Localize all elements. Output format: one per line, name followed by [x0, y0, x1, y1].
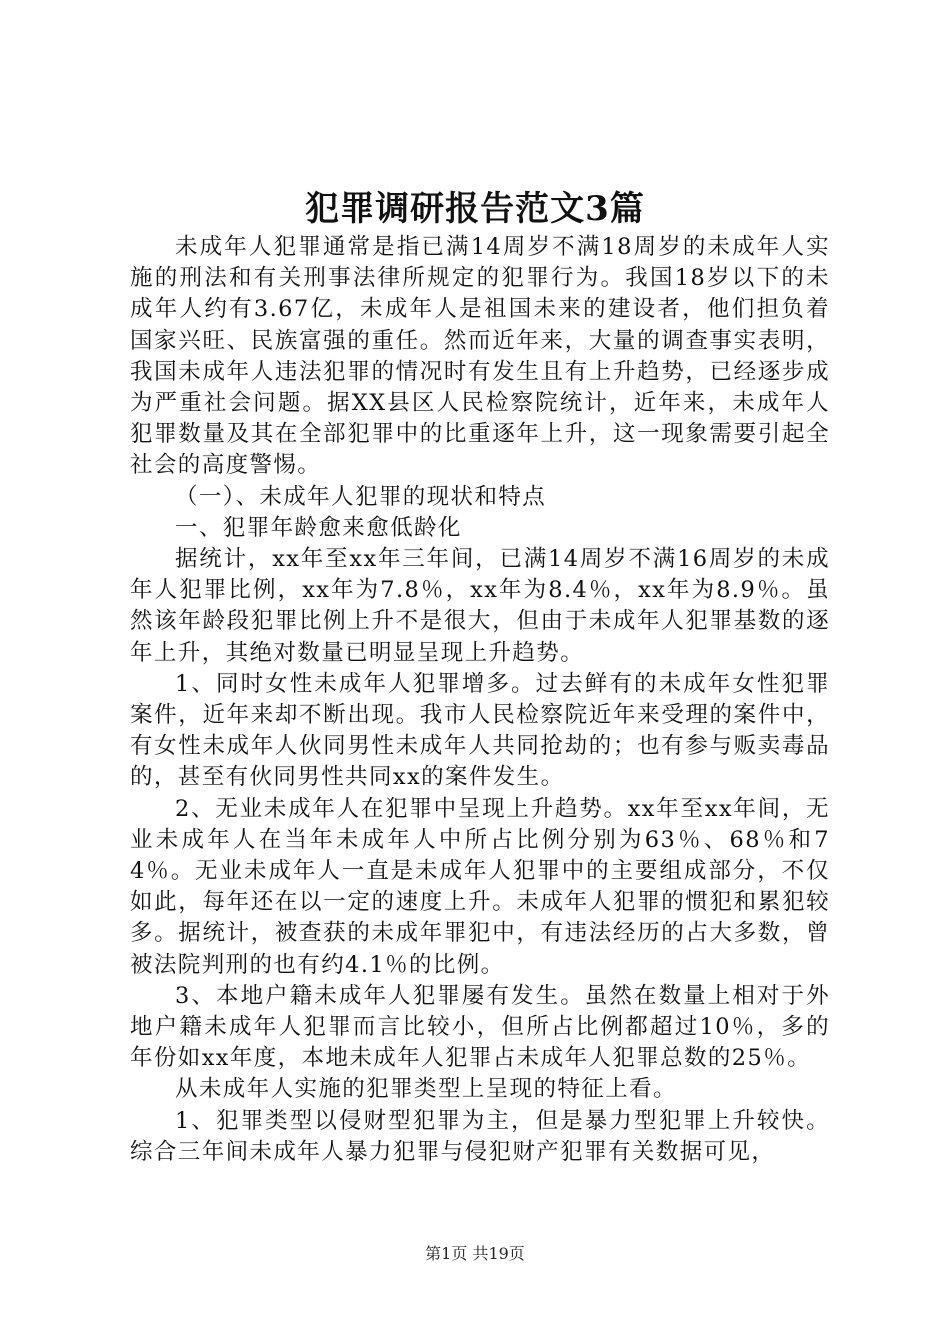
- paragraph-crime-types: 1、犯罪类型以侵财型犯罪为主，但是暴力型犯罪上升较快。综合三年间未成年人暴力犯罪与侵犯财产犯罪有关数据可见，: [130, 1107, 830, 1165]
- paragraph-female-offenders: 1、同时女性未成年人犯罪增多。过去鲜有的未成年女性犯罪案件，近年来却不断出现。我市人民检察院近年来受理的案件中，有女性未成年人伙同男性未成年人共同抢劫的；也有参与贩卖毒品的，甚至有伙同男性共同xx的案件发生。: [130, 670, 830, 791]
- paragraph-crime-types-intro: 从未成年人实施的犯罪类型上呈现的特征上看。: [175, 1076, 677, 1103]
- paragraph-age-statistics: 据统计，xx年至xx年三年间，已满14周岁不满16周岁的未成年人犯罪比例，xx年为7.8％，xx年为8.4％，xx年为8.9％。虽然该年龄段犯罪比例上升不是很大，但由于未成年人犯罪基数的逐年上升，其绝对数量已明显呈现上升趋势。: [130, 546, 830, 666]
- paragraph-unemployed-offenders: 2、无业未成年人在犯罪中呈现上升趋势。xx年至xx年间，无业未成年人在当年未成年人中所占比例分别为63％、68％和74％。无业未成年人一直是未成年人犯罪中的主要组成部分，不仅如此，每年还在以一定的速度上升。未成年人犯罪的惯犯和累犯较多。据统计，被查获的未成年罪犯中，有违法经历的占大多数，曾被法院判刑的也有约4.1％的比例。: [130, 795, 830, 978]
- paragraph-intro: 未成年人犯罪通常是指已满14周岁不满18周岁的未成年人实施的刑法和有关刑事法律所规定的犯罪行为。我国18岁以下的未成年人约有3.67亿，未成年人是祖国未来的建设者，他们担负着国家兴旺、民族富强的重任。然而近年来，大量的调查事实表明，我国未成年人违法犯罪的情况时有发生且有上升趋势，已经逐步成为严重社会问题。据XX县区人民检察院统计，近年来，未成年人犯罪数量及其在全部犯罪中的比重逐年上升，这一现象需要引起全社会的高度警惕。: [130, 234, 830, 479]
- paragraph-local-offenders: 3、本地户籍未成年人犯罪屡有发生。虽然在数量上相对于外地户籍未成年人犯罪而言比较小，但所占比例都超过10％，多的年份如xx年度，本地未成年人犯罪占未成年人犯罪总数的25％。: [130, 982, 830, 1072]
- page-footer: 第1页 共19页: [425, 1244, 525, 1263]
- document-title: 犯罪调研报告范文3篇: [305, 189, 645, 229]
- document-body: [130, 232, 830, 1168]
- subsection-heading: 一、犯罪年龄愈来愈低龄化: [175, 514, 462, 541]
- section-heading: （一）、未成年人犯罪的现状和特点: [175, 483, 547, 510]
